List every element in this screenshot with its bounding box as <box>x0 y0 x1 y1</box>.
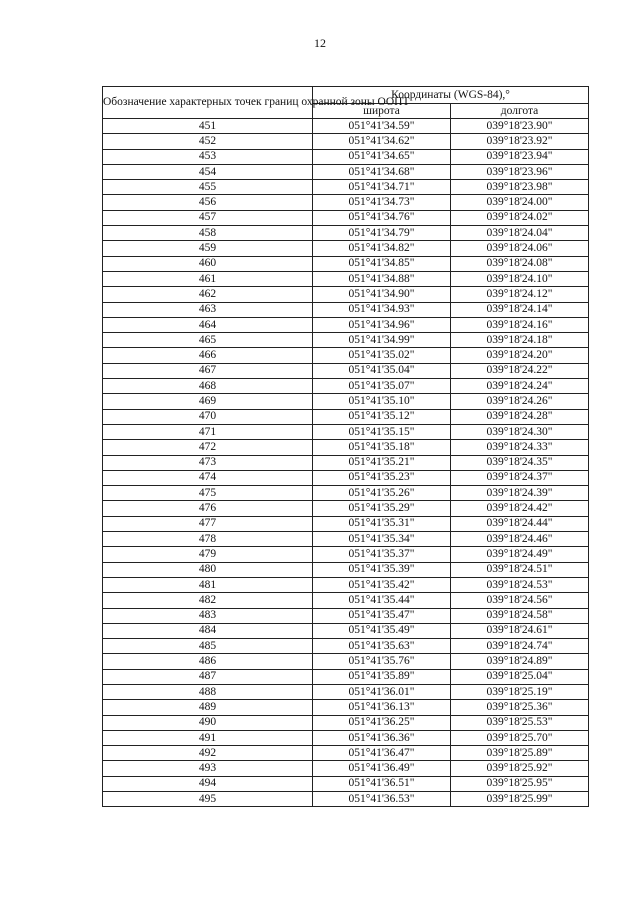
longitude-cell: 039°18'24.39" <box>451 486 589 501</box>
latitude-cell: 051°41'35.31" <box>313 516 451 531</box>
point-id-cell: 478 <box>103 532 313 547</box>
longitude-cell: 039°18'24.22" <box>451 363 589 378</box>
point-id-cell: 483 <box>103 608 313 623</box>
point-id-cell: 458 <box>103 226 313 241</box>
point-id-cell: 457 <box>103 210 313 225</box>
table-row <box>103 241 589 256</box>
latitude-cell: 051°41'35.26" <box>313 486 451 501</box>
point-id-cell: 493 <box>103 761 313 776</box>
point-id-cell: 471 <box>103 424 313 439</box>
table-row <box>103 577 589 592</box>
longitude-cell: 039°18'25.53" <box>451 715 589 730</box>
longitude-cell: 039°18'24.61" <box>451 623 589 638</box>
latitude-cell: 051°41'34.93" <box>313 302 451 317</box>
latitude-cell: 051°41'34.88" <box>313 271 451 286</box>
point-id-cell: 492 <box>103 746 313 761</box>
latitude-cell: 051°41'34.65" <box>313 149 451 164</box>
longitude-cell: 039°18'24.02" <box>451 210 589 225</box>
latitude-cell: 051°41'35.37" <box>313 547 451 562</box>
point-id-cell: 468 <box>103 379 313 394</box>
table-row <box>103 149 589 164</box>
latitude-cell: 051°41'35.29" <box>313 501 451 516</box>
header-coords-label: Координаты (WGS-84),° <box>313 87 589 104</box>
point-id-cell: 473 <box>103 455 313 470</box>
longitude-cell: 039°18'24.24" <box>451 379 589 394</box>
latitude-cell: 051°41'34.82" <box>313 241 451 256</box>
longitude-cell: 039°18'24.49" <box>451 547 589 562</box>
longitude-cell: 039°18'23.92" <box>451 134 589 149</box>
longitude-cell: 039°18'24.30" <box>451 424 589 439</box>
table-row <box>103 639 589 654</box>
longitude-cell: 039°18'24.04" <box>451 226 589 241</box>
latitude-cell: 051°41'35.21" <box>313 455 451 470</box>
latitude-cell: 051°41'36.25" <box>313 715 451 730</box>
point-id-cell: 451 <box>103 119 313 134</box>
point-id-cell: 485 <box>103 639 313 654</box>
table-row <box>103 363 589 378</box>
longitude-cell: 039°18'24.37" <box>451 470 589 485</box>
longitude-cell: 039°18'24.12" <box>451 287 589 302</box>
latitude-cell: 051°41'36.51" <box>313 776 451 791</box>
longitude-cell: 039°18'23.94" <box>451 149 589 164</box>
table-row <box>103 134 589 149</box>
table-row <box>103 256 589 271</box>
longitude-cell: 039°18'25.95" <box>451 776 589 791</box>
latitude-cell: 051°41'34.85" <box>313 256 451 271</box>
longitude-cell: 039°18'24.18" <box>451 333 589 348</box>
latitude-cell: 051°41'35.76" <box>313 654 451 669</box>
longitude-cell: 039°18'23.90" <box>451 119 589 134</box>
latitude-cell: 051°41'34.90" <box>313 287 451 302</box>
longitude-cell: 039°18'24.14" <box>451 302 589 317</box>
point-id-cell: 489 <box>103 700 313 715</box>
longitude-cell: 039°18'24.53" <box>451 577 589 592</box>
table-row <box>103 317 589 332</box>
table-row <box>103 730 589 745</box>
latitude-cell: 051°41'34.99" <box>313 333 451 348</box>
longitude-cell: 039°18'24.58" <box>451 608 589 623</box>
table-row <box>103 562 589 577</box>
table-row <box>103 532 589 547</box>
longitude-cell: 039°18'23.96" <box>451 164 589 179</box>
longitude-cell: 039°18'24.56" <box>451 593 589 608</box>
latitude-cell: 051°41'34.68" <box>313 164 451 179</box>
longitude-cell: 039°18'25.04" <box>451 669 589 684</box>
table-row <box>103 271 589 286</box>
table-row <box>103 379 589 394</box>
longitude-cell: 039°18'23.98" <box>451 180 589 195</box>
latitude-cell: 051°41'35.89" <box>313 669 451 684</box>
point-id-cell: 467 <box>103 363 313 378</box>
point-id-cell: 474 <box>103 470 313 485</box>
table-row <box>103 287 589 302</box>
longitude-cell: 039°18'24.46" <box>451 532 589 547</box>
point-id-cell: 495 <box>103 792 313 807</box>
latitude-cell: 051°41'35.34" <box>313 532 451 547</box>
longitude-cell: 039°18'25.89" <box>451 746 589 761</box>
header-longitude: долгота <box>451 104 589 119</box>
point-id-cell: 491 <box>103 730 313 745</box>
point-id-cell: 477 <box>103 516 313 531</box>
point-id-cell: 465 <box>103 333 313 348</box>
point-id-cell: 484 <box>103 623 313 638</box>
longitude-cell: 039°18'24.89" <box>451 654 589 669</box>
latitude-cell: 051°41'34.79" <box>313 226 451 241</box>
longitude-cell: 039°18'24.42" <box>451 501 589 516</box>
latitude-cell: 051°41'35.12" <box>313 409 451 424</box>
point-id-cell: 463 <box>103 302 313 317</box>
longitude-cell: 039°18'24.06" <box>451 241 589 256</box>
table-row <box>103 516 589 531</box>
header-latitude: широта <box>313 104 451 119</box>
point-id-cell: 494 <box>103 776 313 791</box>
latitude-cell: 051°41'36.53" <box>313 792 451 807</box>
point-id-cell: 460 <box>103 256 313 271</box>
table-header <box>103 87 589 119</box>
point-id-cell: 464 <box>103 317 313 332</box>
table-row <box>103 776 589 791</box>
latitude-cell: 051°41'36.13" <box>313 700 451 715</box>
table-row <box>103 608 589 623</box>
table-row <box>103 623 589 638</box>
latitude-cell: 051°41'35.02" <box>313 348 451 363</box>
longitude-cell: 039°18'24.33" <box>451 440 589 455</box>
point-id-cell: 469 <box>103 394 313 409</box>
point-id-cell: 475 <box>103 486 313 501</box>
table-body <box>103 119 589 807</box>
latitude-cell: 051°41'35.15" <box>313 424 451 439</box>
longitude-cell: 039°18'24.44" <box>451 516 589 531</box>
latitude-cell: 051°41'34.62" <box>313 134 451 149</box>
point-id-cell: 486 <box>103 654 313 669</box>
longitude-cell: 039°18'25.19" <box>451 684 589 699</box>
table-row <box>103 394 589 409</box>
point-id-cell: 490 <box>103 715 313 730</box>
point-id-cell: 472 <box>103 440 313 455</box>
table-row <box>103 302 589 317</box>
table-row <box>103 424 589 439</box>
table-row <box>103 210 589 225</box>
point-id-cell: 466 <box>103 348 313 363</box>
point-id-cell: 480 <box>103 562 313 577</box>
latitude-cell: 051°41'35.23" <box>313 470 451 485</box>
point-id-cell: 476 <box>103 501 313 516</box>
longitude-cell: 039°18'25.99" <box>451 792 589 807</box>
point-id-cell: 481 <box>103 577 313 592</box>
header-point-label: Обозначение характерных точек границ охранной зоны ООПТ <box>103 87 313 119</box>
longitude-cell: 039°18'25.92" <box>451 761 589 776</box>
table-row <box>103 195 589 210</box>
table-row <box>103 470 589 485</box>
latitude-cell: 051°41'34.71" <box>313 180 451 195</box>
table-row <box>103 792 589 807</box>
latitude-cell: 051°41'35.18" <box>313 440 451 455</box>
table-row <box>103 348 589 363</box>
latitude-cell: 051°41'36.01" <box>313 684 451 699</box>
table-row <box>103 700 589 715</box>
point-id-cell: 461 <box>103 271 313 286</box>
table-row <box>103 669 589 684</box>
latitude-cell: 051°41'35.63" <box>313 639 451 654</box>
table-row <box>103 455 589 470</box>
latitude-cell: 051°41'35.04" <box>313 363 451 378</box>
longitude-cell: 039°18'25.70" <box>451 730 589 745</box>
point-id-cell: 479 <box>103 547 313 562</box>
latitude-cell: 051°41'35.39" <box>313 562 451 577</box>
point-id-cell: 488 <box>103 684 313 699</box>
longitude-cell: 039°18'24.35" <box>451 455 589 470</box>
coordinates-table <box>102 86 589 807</box>
longitude-cell: 039°18'24.74" <box>451 639 589 654</box>
latitude-cell: 051°41'35.07" <box>313 379 451 394</box>
longitude-cell: 039°18'24.16" <box>451 317 589 332</box>
point-id-cell: 454 <box>103 164 313 179</box>
table-row <box>103 547 589 562</box>
latitude-cell: 051°41'36.36" <box>313 730 451 745</box>
point-id-cell: 470 <box>103 409 313 424</box>
table-row <box>103 226 589 241</box>
table-row <box>103 746 589 761</box>
point-id-cell: 455 <box>103 180 313 195</box>
point-id-cell: 459 <box>103 241 313 256</box>
table-row <box>103 440 589 455</box>
table-row <box>103 409 589 424</box>
latitude-cell: 051°41'34.76" <box>313 210 451 225</box>
latitude-cell: 051°41'34.59" <box>313 119 451 134</box>
table-row <box>103 486 589 501</box>
point-id-cell: 452 <box>103 134 313 149</box>
point-id-cell: 482 <box>103 593 313 608</box>
longitude-cell: 039°18'24.28" <box>451 409 589 424</box>
table-row <box>103 333 589 348</box>
longitude-cell: 039°18'24.26" <box>451 394 589 409</box>
table-row <box>103 761 589 776</box>
latitude-cell: 051°41'35.44" <box>313 593 451 608</box>
table-row <box>103 684 589 699</box>
table-row <box>103 501 589 516</box>
table-row <box>103 593 589 608</box>
latitude-cell: 051°41'36.47" <box>313 746 451 761</box>
page-number: 12 <box>314 36 326 50</box>
longitude-cell: 039°18'25.36" <box>451 700 589 715</box>
latitude-cell: 051°41'35.47" <box>313 608 451 623</box>
longitude-cell: 039°18'24.20" <box>451 348 589 363</box>
table-row <box>103 180 589 195</box>
point-id-cell: 462 <box>103 287 313 302</box>
table-row <box>103 119 589 134</box>
longitude-cell: 039°18'24.08" <box>451 256 589 271</box>
latitude-cell: 051°41'34.96" <box>313 317 451 332</box>
table-row <box>103 715 589 730</box>
latitude-cell: 051°41'34.73" <box>313 195 451 210</box>
longitude-cell: 039°18'24.10" <box>451 271 589 286</box>
table-row <box>103 654 589 669</box>
point-id-cell: 456 <box>103 195 313 210</box>
latitude-cell: 051°41'35.10" <box>313 394 451 409</box>
latitude-cell: 051°41'35.49" <box>313 623 451 638</box>
latitude-cell: 051°41'35.42" <box>313 577 451 592</box>
longitude-cell: 039°18'24.51" <box>451 562 589 577</box>
point-id-cell: 487 <box>103 669 313 684</box>
longitude-cell: 039°18'24.00" <box>451 195 589 210</box>
table-row <box>103 164 589 179</box>
latitude-cell: 051°41'36.49" <box>313 761 451 776</box>
point-id-cell: 453 <box>103 149 313 164</box>
